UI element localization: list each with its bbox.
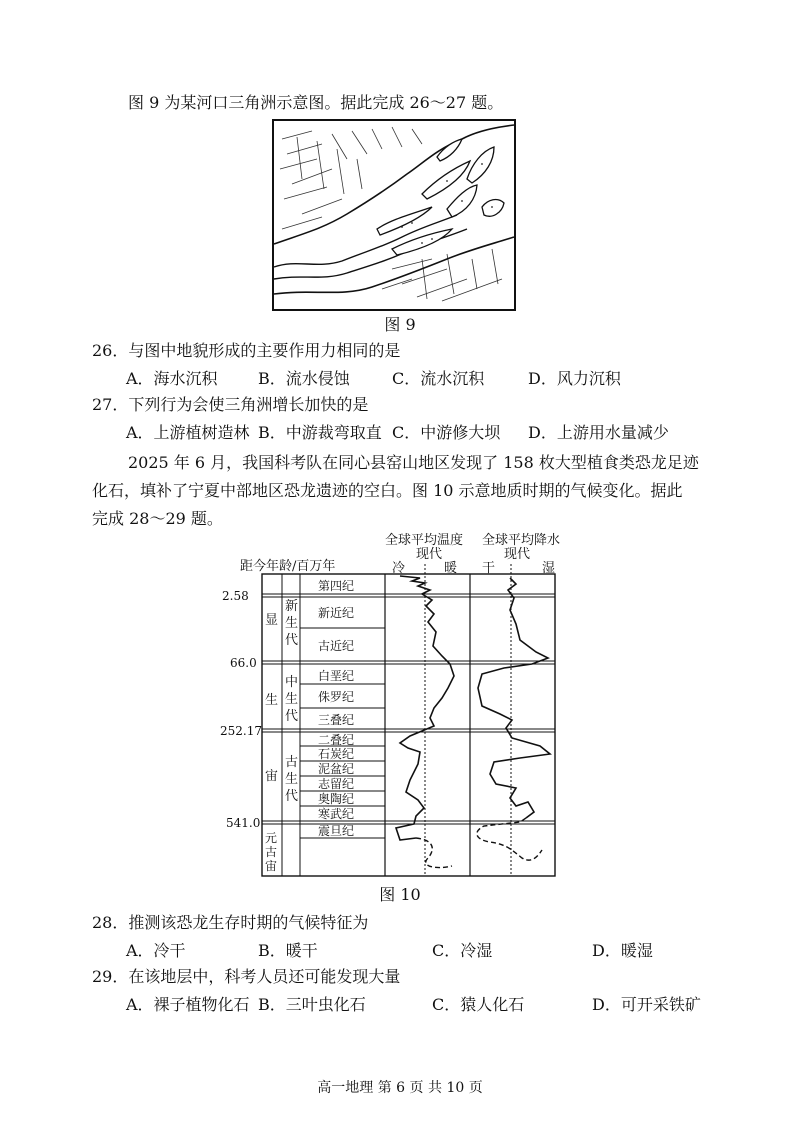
eon-proterozoic-2: 古 bbox=[265, 845, 278, 859]
temp-modern: 现代 bbox=[416, 547, 443, 562]
era-mesozoic-2: 生 bbox=[285, 692, 299, 707]
precipitation-curve bbox=[478, 578, 550, 818]
page-footer: 高一地理 第 6 页 共 10 页 bbox=[317, 1080, 483, 1096]
q27-option-c: C．中游修大坝 bbox=[392, 423, 501, 442]
q28-option-a: A．冷干 bbox=[126, 941, 186, 960]
era-cenozoic-3: 代 bbox=[285, 633, 299, 648]
figure-9-caption: 图 9 bbox=[384, 315, 416, 334]
age-label-3: 252.17 bbox=[220, 724, 262, 738]
prec-wet: 湿 bbox=[542, 561, 556, 576]
temp-title: 全球平均温度 bbox=[385, 533, 464, 548]
period-jurassic: 侏罗纪 bbox=[318, 690, 355, 704]
q27-option-a: A．上游植树造林 bbox=[126, 423, 250, 442]
age-label-4: 541.0 bbox=[226, 816, 261, 830]
period-triassic: 三叠纪 bbox=[318, 713, 355, 727]
q28-option-b: B．暖干 bbox=[258, 941, 318, 960]
prec-dry: 干 bbox=[482, 561, 496, 576]
eon-proterozoic-3: 宙 bbox=[265, 859, 278, 873]
prec-title: 全球平均降水 bbox=[482, 533, 561, 548]
era-paleozoic-1: 古 bbox=[285, 755, 299, 770]
figure-10-climate-chart bbox=[220, 528, 570, 880]
q26-option-b: B．流水侵蚀 bbox=[258, 369, 350, 388]
q29-option-b: B．三叶虫化石 bbox=[258, 995, 366, 1014]
eon-proterozoic-1: 元 bbox=[265, 831, 278, 845]
figure-9-delta-map bbox=[272, 119, 516, 311]
era-paleozoic-2: 生 bbox=[285, 772, 299, 787]
question-27-stem: 27．下列行为会使三角洲增长加快的是 bbox=[92, 395, 369, 414]
q27-option-b: B．中游裁弯取直 bbox=[258, 423, 382, 442]
q28-option-c: C．冷湿 bbox=[432, 941, 493, 960]
q26-option-c: C．流水沉积 bbox=[392, 369, 485, 388]
intro-text: 图 9 为某河口三角洲示意图。据此完成 26～27 题。 bbox=[128, 93, 504, 112]
era-cenozoic-1: 新 bbox=[285, 599, 299, 614]
q27-option-d: D．上游用水量减少 bbox=[528, 423, 669, 442]
period-quaternary: 第四纪 bbox=[318, 579, 355, 593]
period-paleogene: 古近纪 bbox=[318, 639, 355, 653]
eon-phanerozoic-2: 生 bbox=[265, 693, 279, 708]
age-label-1: 2.58 bbox=[222, 589, 249, 603]
era-mesozoic-3: 代 bbox=[285, 709, 299, 724]
eon-phanerozoic-3: 宙 bbox=[265, 769, 279, 784]
q29-option-d: D．可开采铁矿 bbox=[592, 995, 701, 1014]
temp-warm: 暖 bbox=[444, 561, 458, 576]
age-label-2: 66.0 bbox=[230, 656, 257, 670]
period-carboniferous: 石炭纪 bbox=[318, 747, 355, 761]
era-mesozoic-1: 中 bbox=[285, 675, 299, 690]
era-cenozoic-2: 生 bbox=[285, 616, 299, 631]
q26-option-d: D．风力沉积 bbox=[528, 369, 621, 388]
period-ordovician: 奥陶纪 bbox=[318, 792, 355, 806]
passage-line-2: 化石，填补了宁夏中部地区恐龙遗迹的空白。图 10 示意地质时期的气候变化。据此 bbox=[92, 481, 683, 500]
q29-option-c: C．猿人化石 bbox=[432, 995, 525, 1014]
period-cambrian: 寒武纪 bbox=[318, 807, 355, 821]
period-devonian: 泥盆纪 bbox=[318, 762, 355, 776]
prec-modern: 现代 bbox=[504, 547, 531, 562]
eon-phanerozoic-1: 显 bbox=[265, 613, 279, 628]
temp-cold: 冷 bbox=[392, 561, 406, 576]
period-sinian: 震旦纪 bbox=[318, 824, 355, 838]
q26-option-a: A．海水沉积 bbox=[126, 369, 218, 388]
question-26-stem: 26．与图中地貌形成的主要作用力相同的是 bbox=[92, 341, 401, 360]
passage-line-3: 完成 28～29 题。 bbox=[92, 509, 223, 528]
period-cretaceous: 白垩纪 bbox=[318, 669, 355, 683]
era-paleozoic-3: 代 bbox=[285, 789, 299, 804]
passage-line-1: 2025 年 6 月，我国科考队在同心县窑山地区发现了 158 枚大型植食类恐龙足迹 bbox=[128, 453, 699, 472]
period-permian: 二叠纪 bbox=[318, 733, 355, 747]
header-age-label: 距今年龄/百万年 bbox=[240, 559, 336, 574]
question-28-stem: 28．推测该恐龙生存时期的气候特征为 bbox=[92, 913, 369, 932]
period-neogene: 新近纪 bbox=[318, 606, 355, 620]
q29-option-a: A．裸子植物化石 bbox=[126, 995, 250, 1014]
figure-10-caption: 图 10 bbox=[379, 885, 421, 904]
question-29-stem: 29．在该地层中，科考人员还可能发现大量 bbox=[92, 967, 401, 986]
period-silurian: 志留纪 bbox=[318, 777, 355, 791]
q28-option-d: D．暖湿 bbox=[592, 941, 653, 960]
